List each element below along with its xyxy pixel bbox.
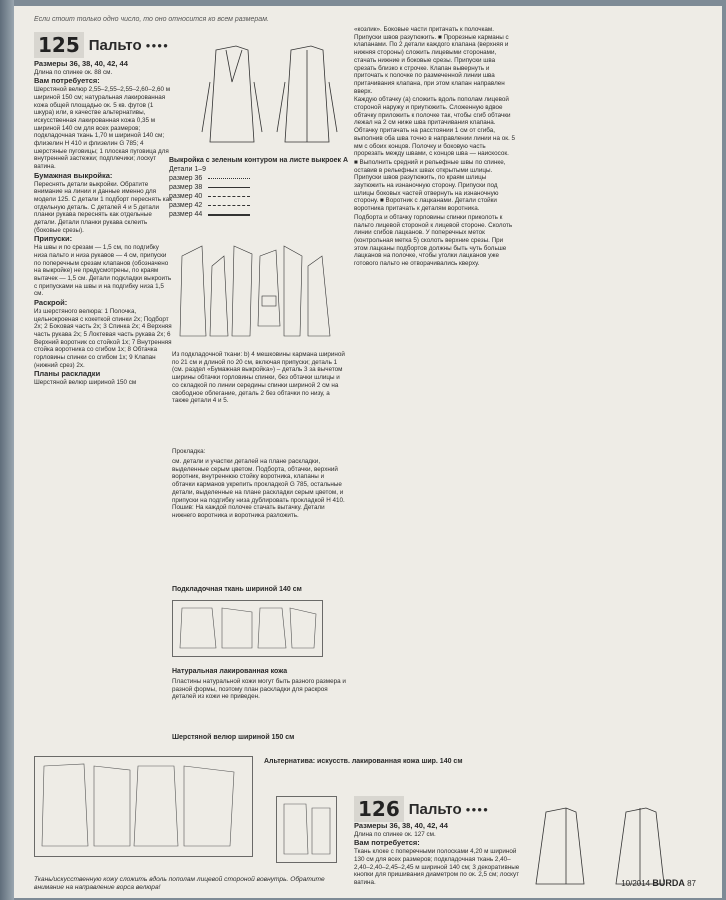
- legend-size-40: размер 40: [169, 193, 203, 200]
- bottom-note: Ткань/искусственную кожу сложить вдоль пополам лицевой стороной вовнутрь. Обратите внимание на направление ворса велюра!: [34, 876, 325, 891]
- cutting-heading: Раскрой:: [34, 298, 68, 308]
- lacquer-text: Пластины натуральной кожи могут быть разного размера и разной формы, поэтому план раскладки для раскроя деталей из кожи не приведен.: [172, 678, 346, 701]
- model-126-text: [354, 822, 524, 896]
- model-126-sizes: Размеры 36, 38, 40, 42, 44: [354, 822, 448, 830]
- allowances-text: На швы и по срезам — 1,5 см, по подгибку низа пальто и низа рукавов — 4 см, припуски по поперечным срезам клапанов (обозначено на выкройке) не предусмотрены, по краям вытачек — 1,5 см. Детали подкладки выкроить с припусками на швы и на подгибку низа 1,5 см.: [34, 244, 172, 298]
- pattern-text: Переснять детали выкройки. Обратите внимание на линии и данные именно для модели 125. С детали 1 подборт переснять как отдельную деталь. С деталей 4 и 5 детали планки рукава переснять как отдельные детали. Детали планки рукава склеить (боковые срезы).: [34, 180, 172, 234]
- model-125-difficulty: ●●●●: [145, 40, 169, 50]
- coat-125-sketch: [196, 42, 356, 154]
- column-3: [354, 26, 516, 876]
- model-126-materials-heading: Вам потребуется:: [354, 838, 420, 848]
- tailoring-heading: Прокладка:: [172, 448, 206, 455]
- magazine-page: [14, 6, 722, 898]
- model-126-materials: Ткань клоке с поперечными полосками 4,20 м шириной 130 см для всех размеров; подкладочная ткань 2,40–2,40–2,40–2,45–2,45 м шириной 140 см; 3 декоративные кнопки для пришивания диаметром по ок. 2,5 см; лоскут ватина.: [354, 848, 520, 886]
- footer-brand: BURDA: [652, 878, 685, 888]
- layout-lining-diagram: [172, 600, 332, 660]
- column-4: [522, 26, 714, 786]
- layout-lining-title: Подкладочная ткань шириной 140 см: [172, 586, 302, 593]
- materials-text: Шерстяной велюр 2,55–2,55–2,55–2,60–2,60 м шириной 150 см; натуральная лакированная кожа общей площадью ок. 5 кв. футов (1 шкура) или, в качестве альтернативы, искусственная лакированная кожа 0,35 м шириной 140 см для всех размеров; подкладочная ткань 1,70 м шириной 140 см; флизелин H 410 и флизелин G 785; 4 шерстяные пуговицы; 1 плоская пуговица для внутренней застежки; подплечики; лоскут ватина.: [34, 86, 171, 171]
- alt-layout-title: Альтернатива: искусств. лакированная кожа шир. 140 см: [264, 758, 463, 765]
- lacquer-title: Натуральная лакированная кожа: [172, 668, 288, 675]
- top-note: Если стоит только одно число, то оно относится ко всем размерам.: [34, 16, 269, 23]
- mid-text-2: Каждую обтачку (а) сложить вдоль пополам лицевой стороной наружу и приутюжить. Сложенную вдвое обтачку приложить к полочке так, чтобы сгиб обтачки лежал на 2 см ниже шва притачивания клапана. Обтачку притачать на расстоянии 1 см от сгиба, выполнив оба шва точно в направлении линии на ок. 5 мм с обоих концов. Полочку и боковую часть прорезать между швами, с концов шва — наискосок.: [354, 96, 515, 158]
- model-125-header: [34, 32, 169, 58]
- model-125-title: Пальто: [88, 36, 142, 54]
- model-125-number: 125: [38, 33, 80, 57]
- length-line: Длина по спинке ок. 88 см.: [34, 68, 113, 76]
- layout-text: Шерстяной велюр шириной 150 см: [34, 379, 137, 387]
- materials-heading: Вам потребуется:: [34, 76, 100, 86]
- mid-text-1: «козлик». Боковые части притачать к полочкам. Припуски швов разутюжить. ■ Прорезные карманы с клапанами. По 2 детали каждого клапана (верхняя и нижняя стороны) сложить лицевыми сторонами, стачать нижние и боковые срезы. Припуски шва срезать близко к строчке. Клапан вывернуть и приточать к полочке по размеченной линии шва притачивания клапана, при этом клапан направлен вверх.: [354, 26, 509, 95]
- model-126-number: 126: [358, 797, 400, 821]
- cutting-text: Из шерстяного велюра: 1 Полочка, цельнокроеная с кокеткой спинки 2x; Подборт 2x; 2 Боковая часть 2x; 3 Спинка 2x; 4 Верхняя часть рукава 2x; 5 Локтевая часть рукава 2x; 6 Верхний воротник со стойкой 1x; 7 Внутренняя стойка воротника со сгибом 1x; 8 Обтачка горловины спинки со сгибом 1x; 9 Клапан (нижний срез) 2x.: [34, 307, 172, 369]
- sizes-line: Размеры 36, 38, 40, 42, 44: [34, 60, 128, 68]
- model-126-difficulty: ●●●●: [465, 804, 489, 814]
- legend-title: Выкройка с зеленым контуром на листе выкроек А: [169, 157, 349, 164]
- alt-layout-diagram: [276, 796, 346, 866]
- coat-126-sketch: [526, 806, 706, 886]
- footer-issue: 10/2014: [621, 879, 651, 888]
- model-126-title: Пальто: [408, 800, 462, 818]
- column-1: [34, 60, 172, 875]
- pattern-heading: Бумажная выкройка:: [34, 170, 113, 180]
- wool-layout-diagram: [34, 756, 254, 866]
- wool-layout-title: Шерстяной велюр шириной 150 см: [172, 734, 295, 741]
- pattern-pieces: [172, 236, 352, 346]
- allowances-heading: Припуски:: [34, 234, 73, 244]
- legend-size-42: размер 42: [169, 202, 203, 209]
- legend-size-38: размер 38: [169, 184, 203, 191]
- model-126-length: Длина по спинке ок. 127 см.: [354, 830, 436, 838]
- legend-size-36: размер 36: [169, 175, 203, 182]
- mid-text-4: Подборта и обтачку горловины спинки приколоть к пальто лицевой стороной к лицевой стороне. Сколоть линии сгибов лацканов. У поперечных меток (контрольная метка 5) сколоть верхние срезы. При этом лацканы подбортов должны быть чуть больше лацканов на полочке, чтобы уголки лацканов уже готового пальто не отворачивались кверху.: [354, 213, 513, 268]
- footer-page: 87: [687, 879, 696, 888]
- legend-size-44: размер 44: [169, 211, 203, 218]
- tailoring-text: см. детали и участки деталей на плане раскладки, выделенные серым цветом. Подборта, обтачки, верхний воротник, внутреннюю стойку воротника, клапаны и обтачки карманов укрепить прокладкой G 785, остальные детали, выделенные на плане раскладки серым цветом, и припуски на подгибку низа дублировать прокладкой H 410. Пошив: На каждой полочке стачать вытачку. Детали нижнего воротника и воротника разложить.: [172, 458, 345, 519]
- page-footer: [621, 878, 696, 888]
- size-legend: [169, 156, 348, 219]
- mid-text-3: ■ Выполнить средний и рельефные швы по спинке, оставив в рельефных швах открытыми шлицы. Припуски швов разутюжить, по краям шлицы заутюжить на изнаночную сторону. Припуски под шлицы боковых частей отвернуть на изнаночную сторону. ■ Воротник с лацканами. Детали стойки воротника притачать к деталям воротника.: [354, 158, 506, 213]
- scan-edge: [0, 0, 14, 900]
- model-126-header: [354, 796, 489, 822]
- layout-heading: Планы раскладки: [34, 369, 101, 379]
- legend-details: Детали 1–9: [169, 166, 207, 173]
- lining-text: Из подкладочной ткани: b) 4 мешковины кармана шириной по 21 см и длиной по 20 см, включая припуски; деталь 1 (см. раздел «Бумажная выкройка») – деталь 3 за вычетом ширины обтачки горловины спинки, без обтачки шлицы и со складкой по линии середины спинки шириной 2 см на свободное облегание, деталь 2 без обтачки по низу, а также детали 4 и 5.: [172, 351, 345, 405]
